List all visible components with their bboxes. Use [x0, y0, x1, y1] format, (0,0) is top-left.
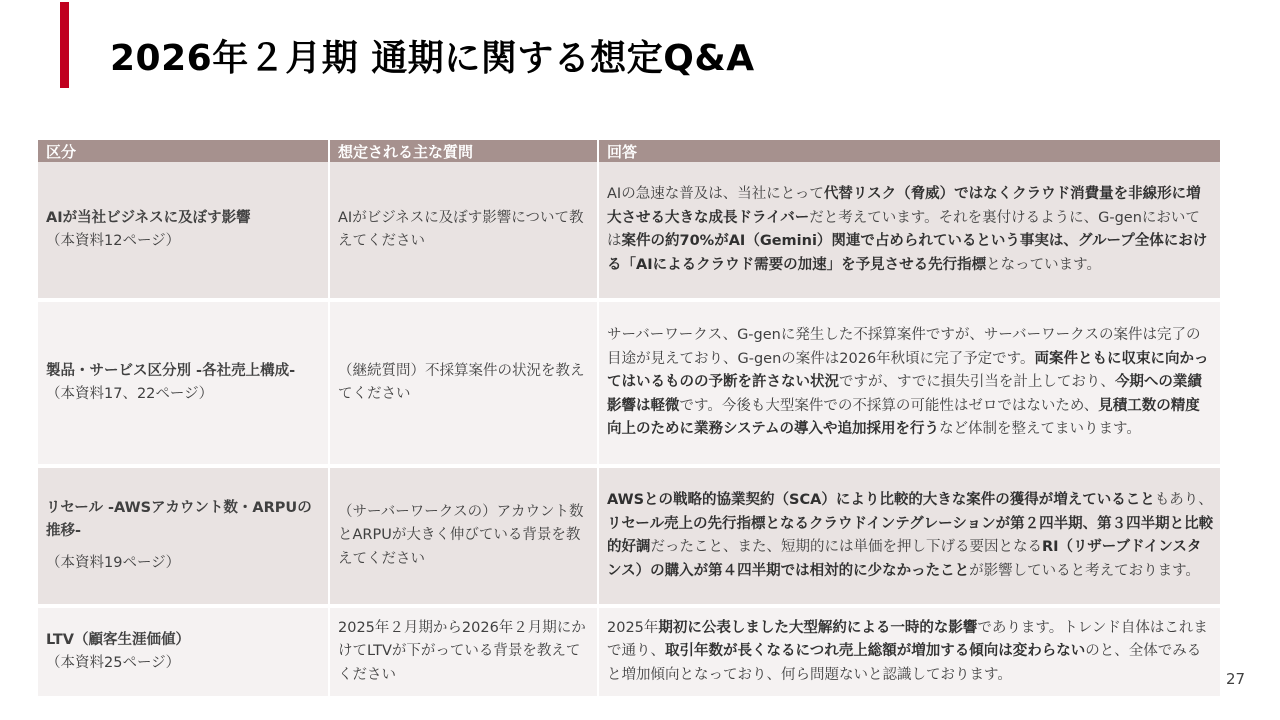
table-header-row [38, 140, 1220, 162]
category-cell [38, 300, 329, 466]
answer-text: です。今後も大型案件での不採算の可能性はゼロではないため、 [679, 397, 1099, 414]
answer-emphasis: AWSとの戦略的協業契約（SCA）により比較的大きな案件の獲得が増えていること [607, 492, 1155, 508]
answer-text: だったこと、また、短期的には単価を押し下げる要因となる [650, 539, 1042, 555]
answer-text: もあり、 [1154, 492, 1213, 508]
answer-emphasis: 期初に公表しました大型解約による一時的な影響 [658, 619, 978, 636]
answer-text: だと考えています。それを裏付けるように、G-genにおいては [607, 209, 1200, 249]
answer-text: のと、全体でみると増加傾向となっており、何ら問題ないと認識しております。 [607, 643, 1202, 683]
category-page-ref: （本資料25ページ） [46, 655, 181, 671]
answer-text: サーバーワークス、G-genに発生した不採算案件ですが、サーバーワークスの案件は完了の目途が見えており、G-genの案件は2026年秋頃に完了予定です。 [607, 327, 1201, 367]
category-title: AIが当社ビジネスに及ぼす影響 [46, 209, 251, 226]
answer-emphasis: 案件の約70%がAI（Gemini）関連で占められているという事実は、グループ全体における「AIによるクラウド需要の加速」を予見させる先行指標 [607, 233, 1208, 273]
category-title: リセール -AWSアカウント数・ARPUの推移- [46, 499, 312, 540]
question-cell: （サーバーワークスの）アカウント数とARPUが大きく伸びている背景を教えてください [329, 466, 598, 606]
header-question: 想定される主な質問 [329, 140, 598, 162]
category-cell [38, 162, 329, 300]
answer-emphasis: 取引年数が長くなるにつれ売上総額が増加する傾向は変わらない [665, 643, 1086, 660]
answer-emphasis: リセール売上の先行指標となるクラウドインテグレーションが第２四半期、第３四半期と比較的好調 [607, 515, 1214, 555]
table-row [38, 300, 1220, 466]
category-page-ref: （本資料19ページ） [46, 554, 181, 571]
answer-cell [598, 466, 1220, 606]
question-cell: 2025年２月期から2026年２月期にかけてLTVが下がっている背景を教えてください [329, 606, 598, 698]
qa-table [38, 140, 1220, 700]
title-accent-bar [60, 2, 69, 88]
answer-text: が影響していると考えております。 [969, 562, 1200, 579]
answer-cell [598, 162, 1220, 300]
header-category: 区分 [38, 140, 329, 162]
answer-cell [598, 606, 1220, 698]
answer-text: となっています。 [986, 256, 1101, 273]
question-cell: （継続質問）不採算案件の状況を教えてください [329, 300, 598, 466]
answer-emphasis: 見積工数の精度向上のために業務システムの導入や追加採用を行う [607, 397, 1200, 438]
category-title: 製品・サービス区分別 -各社売上構成- [46, 362, 296, 379]
category-title: LTV（顧客生涯価値） [46, 631, 190, 648]
answer-emphasis: RI（リザーブドインスタンス）の購入が第４四半期では相対的に少なかったこと [607, 539, 1202, 579]
table-row [38, 162, 1220, 300]
question-cell: AIがビジネスに及ぼす影響について教えてください [329, 162, 598, 300]
answer-emphasis: 今期への業績影響は軽微 [607, 374, 1202, 414]
answer-text: 2025年 [607, 619, 659, 636]
page-number: 27 [1226, 670, 1246, 688]
answer-emphasis: 両案件ともに収束に向かってはいるものの予断を許さない状況 [607, 350, 1209, 391]
category-cell [38, 606, 329, 698]
category-page-ref: （本資料12ページ） [46, 233, 181, 249]
header-answer: 回答 [598, 140, 1220, 162]
category-page-ref: （本資料17、22ページ） [46, 386, 214, 402]
answer-emphasis: 代替リスク（脅威）ではなくクラウド消費量を非線形に増大させる大きな成長ドライバー [607, 186, 1201, 226]
category-cell [38, 466, 329, 606]
answer-cell [598, 300, 1220, 466]
table-row [38, 606, 1220, 698]
answer-text: ですが、すでに損失引当を計上しており、 [839, 374, 1115, 391]
page-title: 2026年２月期 通期に関する想定Q&A [110, 38, 755, 79]
answer-text: AIの急速な普及は、当社にとって [607, 186, 824, 202]
answer-text: であります。トレンド自体はこれまで通り、 [607, 619, 1208, 660]
table-row [38, 466, 1220, 606]
answer-text: など体制を整えてまいります。 [939, 421, 1141, 438]
